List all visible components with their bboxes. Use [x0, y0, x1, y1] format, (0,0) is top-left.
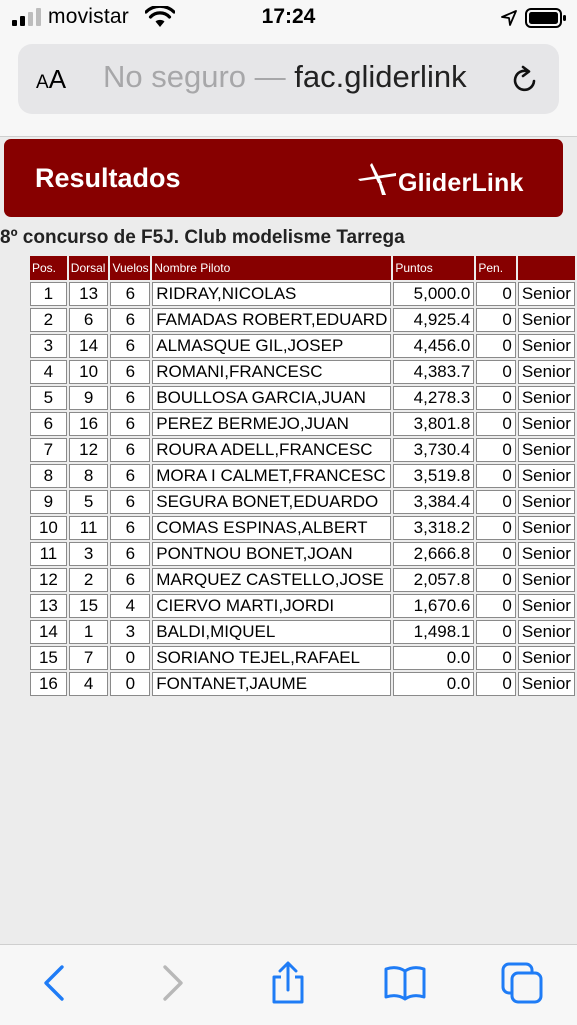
cell-pos: 12 [30, 568, 67, 592]
cell-pos: 5 [30, 386, 67, 410]
cell-pos: 11 [30, 542, 67, 566]
cell-puntos: 0.0 [393, 672, 474, 696]
cell-vuelos: 3 [110, 620, 150, 644]
table-row [30, 464, 575, 488]
cell-nombre: PONTNOU BONET,JOAN [152, 542, 391, 566]
cell-dorsal: 3 [69, 542, 109, 566]
cell-vuelos: 6 [110, 542, 150, 566]
table-row [30, 594, 575, 618]
location-arrow-icon [500, 9, 518, 27]
cell-category: Senior [518, 620, 575, 644]
cell-vuelos: 6 [110, 360, 150, 384]
table-row [30, 672, 575, 696]
cell-pos: 13 [30, 594, 67, 618]
col-header-nombre: Nombre Piloto [152, 256, 391, 280]
results-table [28, 254, 577, 698]
cell-pen: 0 [476, 646, 515, 670]
cell-pen: 0 [476, 516, 515, 540]
banner-title: Resultados [35, 163, 181, 193]
cell-puntos: 3,730.4 [393, 438, 474, 462]
url-field[interactable] [18, 44, 559, 114]
cell-dorsal: 9 [69, 386, 109, 410]
cell-nombre: MARQUEZ CASTELLO,JOSE [152, 568, 391, 592]
url-host: fac.gliderlink [294, 59, 467, 94]
cell-nombre: FAMADAS ROBERT,EDUARD [152, 308, 391, 332]
cell-puntos: 1,498.1 [393, 620, 474, 644]
table-row [30, 386, 575, 410]
contest-title: 8º concurso de F5J. Club modelisme Tarrega [0, 227, 405, 248]
cell-vuelos: 6 [110, 438, 150, 462]
results-banner [4, 139, 563, 217]
reader-settings-button[interactable]: AA [36, 64, 67, 94]
cell-dorsal: 1 [69, 620, 109, 644]
table-row [30, 334, 575, 358]
col-header-puntos: Puntos [393, 256, 474, 280]
gliderlink-logo[interactable] [356, 159, 546, 203]
cell-category: Senior [518, 308, 575, 332]
cell-category: Senior [518, 386, 575, 410]
cell-nombre: ROURA ADELL,FRANCESC [152, 438, 391, 462]
cell-pen: 0 [476, 360, 515, 384]
cell-dorsal: 12 [69, 438, 109, 462]
cell-category: Senior [518, 542, 575, 566]
cell-puntos: 0.0 [393, 646, 474, 670]
cell-dorsal: 13 [69, 282, 109, 306]
col-header-vuelos: Vuelos [110, 256, 150, 280]
cell-puntos: 4,278.3 [393, 386, 474, 410]
col-header-pos: Pos. [30, 256, 67, 280]
cell-pen: 0 [476, 438, 515, 462]
clock: 17:24 [261, 5, 316, 28]
cell-category: Senior [518, 334, 575, 358]
cell-category: Senior [518, 646, 575, 670]
glider-icon [356, 159, 398, 199]
cell-pos: 3 [30, 334, 67, 358]
tabs-icon[interactable] [500, 961, 544, 1005]
cell-puntos: 4,383.7 [393, 360, 474, 384]
cell-pos: 2 [30, 308, 67, 332]
results-body [30, 282, 575, 696]
table-row [30, 412, 575, 436]
cell-pen: 0 [476, 412, 515, 436]
cell-vuelos: 6 [110, 464, 150, 488]
cell-category: Senior [518, 490, 575, 514]
cell-category: Senior [518, 438, 575, 462]
cell-pos: 16 [30, 672, 67, 696]
table-row [30, 360, 575, 384]
cell-pen: 0 [476, 282, 515, 306]
cell-pen: 0 [476, 568, 515, 592]
cell-pos: 14 [30, 620, 67, 644]
cell-pos: 7 [30, 438, 67, 462]
cell-category: Senior [518, 672, 575, 696]
cell-puntos: 4,456.0 [393, 334, 474, 358]
col-header-pen: Pen. [476, 256, 515, 280]
cell-pos: 15 [30, 646, 67, 670]
cell-vuelos: 0 [110, 672, 150, 696]
cell-nombre: PEREZ BERMEJO,JUAN [152, 412, 391, 436]
cell-pos: 4 [30, 360, 67, 384]
cell-dorsal: 8 [69, 464, 109, 488]
table-row [30, 308, 575, 332]
cell-nombre: MORA I CALMET,FRANCESC [152, 464, 391, 488]
cell-nombre: ALMASQUE GIL,JOSEP [152, 334, 391, 358]
cell-vuelos: 6 [110, 412, 150, 436]
battery-icon [525, 7, 567, 29]
back-icon[interactable] [33, 961, 77, 1005]
reload-icon[interactable] [509, 64, 541, 96]
cell-vuelos: 4 [110, 594, 150, 618]
table-row [30, 568, 575, 592]
cell-category: Senior [518, 360, 575, 384]
forward-icon[interactable] [150, 961, 194, 1005]
cell-pen: 0 [476, 386, 515, 410]
table-row [30, 646, 575, 670]
cell-puntos: 3,384.4 [393, 490, 474, 514]
cell-pos: 10 [30, 516, 67, 540]
cell-category: Senior [518, 282, 575, 306]
cell-dorsal: 7 [69, 646, 109, 670]
url-text[interactable] [103, 59, 498, 95]
cell-puntos: 2,057.8 [393, 568, 474, 592]
cell-vuelos: 6 [110, 386, 150, 410]
table-header-row [30, 256, 575, 280]
cell-category: Senior [518, 412, 575, 436]
col-header-dorsal: Dorsal [69, 256, 109, 280]
table-row [30, 516, 575, 540]
cell-vuelos: 6 [110, 334, 150, 358]
bookmarks-icon[interactable] [383, 961, 427, 1005]
browser-toolbar [0, 944, 577, 1025]
table-row [30, 542, 575, 566]
carrier-name: movistar [48, 5, 129, 28]
cell-dorsal: 11 [69, 516, 109, 540]
cell-puntos: 1,670.6 [393, 594, 474, 618]
cell-pos: 6 [30, 412, 67, 436]
cell-category: Senior [518, 516, 575, 540]
cell-vuelos: 6 [110, 490, 150, 514]
cell-vuelos: 6 [110, 568, 150, 592]
cell-vuelos: 6 [110, 282, 150, 306]
cell-vuelos: 0 [110, 646, 150, 670]
cell-pen: 0 [476, 672, 515, 696]
cell-pen: 0 [476, 542, 515, 566]
cell-pen: 0 [476, 620, 515, 644]
cell-pen: 0 [476, 594, 515, 618]
cell-pen: 0 [476, 490, 515, 514]
cell-category: Senior [518, 594, 575, 618]
cell-dorsal: 16 [69, 412, 109, 436]
cell-dorsal: 15 [69, 594, 109, 618]
cell-dorsal: 10 [69, 360, 109, 384]
cell-dorsal: 5 [69, 490, 109, 514]
cell-pen: 0 [476, 464, 515, 488]
table-row [30, 490, 575, 514]
cell-category: Senior [518, 464, 575, 488]
cell-pen: 0 [476, 334, 515, 358]
status-bar [0, 0, 577, 36]
cell-category: Senior [518, 568, 575, 592]
cell-nombre: BOULLOSA GARCIA,JUAN [152, 386, 391, 410]
browser-address-bar [0, 36, 577, 137]
share-icon[interactable] [266, 961, 310, 1005]
cell-nombre: COMAS ESPINAS,ALBERT [152, 516, 391, 540]
col-header-cat [518, 256, 575, 280]
logo-text: GliderLink [398, 169, 524, 197]
cell-pos: 8 [30, 464, 67, 488]
cell-nombre: RIDRAY,NICOLAS [152, 282, 391, 306]
table-row [30, 620, 575, 644]
cell-puntos: 3,519.8 [393, 464, 474, 488]
cell-nombre: CIERVO MARTI,JORDI [152, 594, 391, 618]
cell-pos: 1 [30, 282, 67, 306]
cell-nombre: SORIANO TEJEL,RAFAEL [152, 646, 391, 670]
cell-puntos: 3,801.8 [393, 412, 474, 436]
cell-puntos: 3,318.2 [393, 516, 474, 540]
cell-nombre: SEGURA BONET,EDUARDO [152, 490, 391, 514]
table-row [30, 438, 575, 462]
cell-puntos: 2,666.8 [393, 542, 474, 566]
not-secure-label: No seguro — [103, 59, 286, 94]
cell-nombre: ROMANI,FRANCESC [152, 360, 391, 384]
cell-dorsal: 4 [69, 672, 109, 696]
cell-pos: 9 [30, 490, 67, 514]
cell-nombre: BALDI,MIQUEL [152, 620, 391, 644]
cell-pen: 0 [476, 308, 515, 332]
table-row [30, 282, 575, 306]
cell-nombre: FONTANET,JAUME [152, 672, 391, 696]
cell-vuelos: 6 [110, 516, 150, 540]
cell-puntos: 4,925.4 [393, 308, 474, 332]
cell-dorsal: 14 [69, 334, 109, 358]
cell-puntos: 5,000.0 [393, 282, 474, 306]
cell-dorsal: 6 [69, 308, 109, 332]
cell-vuelos: 6 [110, 308, 150, 332]
cell-dorsal: 2 [69, 568, 109, 592]
